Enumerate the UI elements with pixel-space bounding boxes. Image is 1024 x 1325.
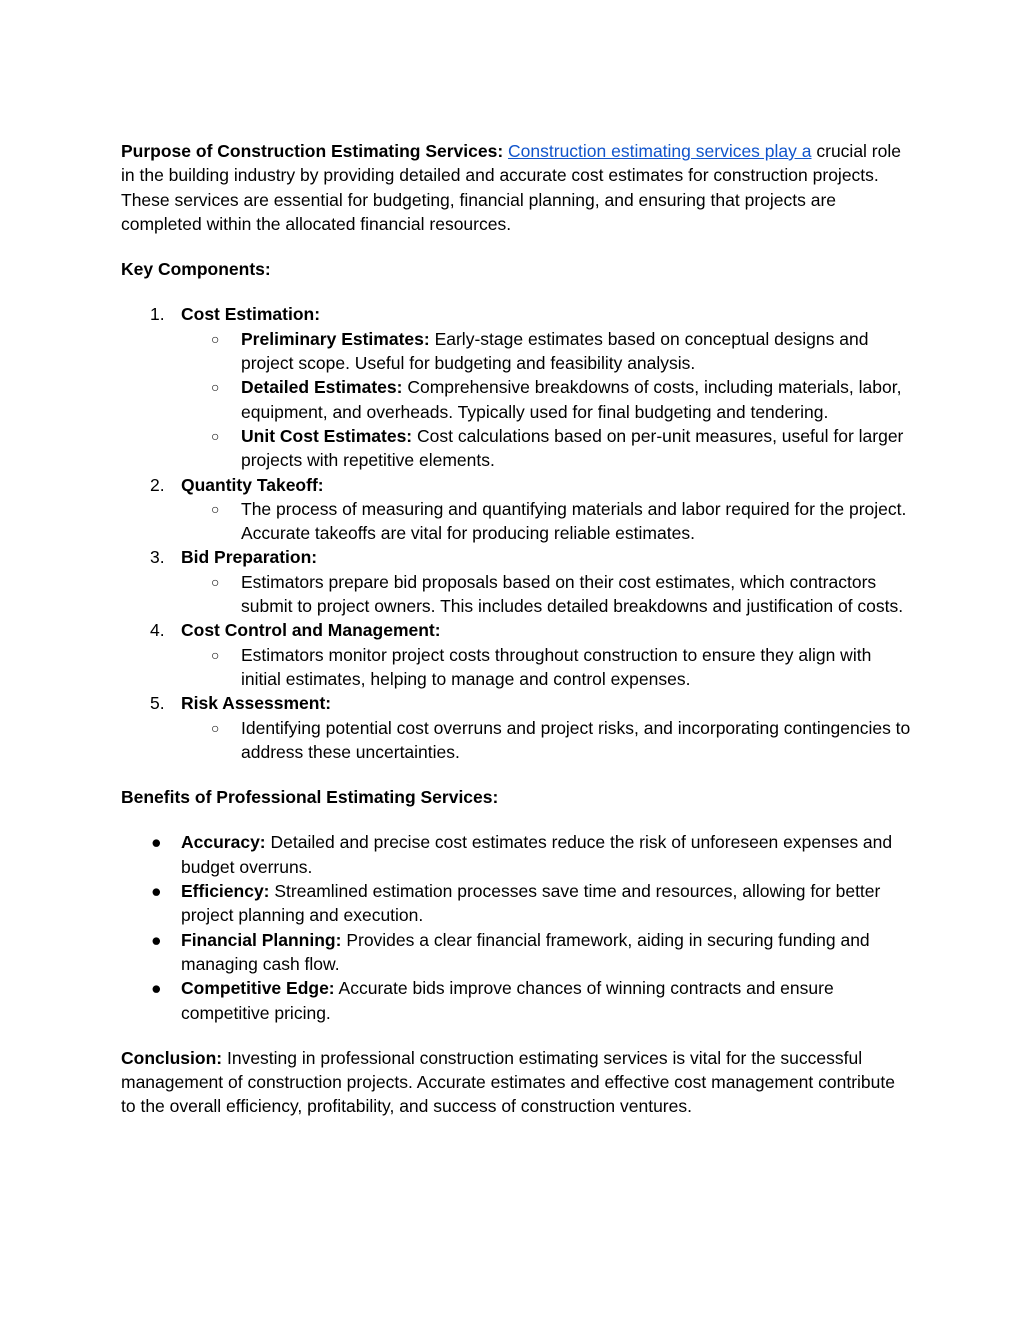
sub-list — [181, 643, 911, 692]
key-components-heading: Key Components: — [121, 259, 271, 280]
list-item — [121, 473, 911, 546]
list-item-title: Bid Preparation: — [181, 547, 318, 568]
conclusion-paragraph — [121, 1046, 911, 1119]
list-item-title: Cost Control and Management: — [181, 620, 441, 641]
sub-list — [181, 497, 911, 546]
sub-item-text: Estimators prepare bid proposals based on their cost estimates, which contractors submit to project owners. This includes detailed breakdowns and justification of costs. — [241, 571, 904, 617]
circle-bullet-icon: ○ — [211, 573, 220, 590]
purpose-label: Purpose of Construction Estimating Services: — [121, 141, 504, 161]
spacer — [121, 281, 911, 302]
benefit-text: Detailed and precise cost estimates reduce the risk of unforeseen expenses and budget overruns. — [181, 832, 893, 877]
conclusion-label: Conclusion: — [121, 1047, 223, 1068]
construction-estimating-link[interactable]: Construction estimating services play a — [508, 141, 812, 161]
sub-list — [181, 570, 911, 619]
list-item — [121, 618, 911, 691]
list-item — [121, 545, 911, 618]
list-item-title: Quantity Takeoff: — [181, 474, 324, 495]
sub-list-item — [181, 497, 911, 546]
purpose-paragraph — [121, 139, 911, 236]
benefit-label: Accuracy: — [181, 832, 266, 853]
sub-item-text: Estimators monitor project costs throughout construction to ensure they align with initial estimates, helping to manage and control expenses. — [241, 644, 872, 689]
sub-item-text: Cost calculations based on per-unit measures, useful for larger projects with repetitive elements. — [241, 425, 904, 471]
sub-item-label: Preliminary Estimates: — [241, 328, 430, 349]
sub-list — [181, 716, 911, 765]
document-page — [121, 139, 911, 1119]
list-item — [121, 976, 911, 1025]
sub-item-text: Comprehensive breakdowns of costs, including materials, labor, equipment, and overheads. Typically used for final budgeting and tendering. — [241, 377, 902, 422]
benefit-label: Financial Planning: — [181, 929, 342, 950]
circle-bullet-icon: ○ — [211, 500, 220, 517]
sub-list-item — [181, 375, 911, 424]
benefit-text: Streamlined estimation processes save time and resources, allowing for better project planning and execution. — [181, 881, 881, 926]
list-number: 5. — [150, 693, 165, 714]
list-item-title: Cost Estimation: — [181, 304, 321, 325]
sub-item-text: The process of measuring and quantifying materials and labor required for the project. Accurate takeoffs are vital for producing reliable estimates. — [241, 498, 907, 544]
list-item — [121, 928, 911, 977]
spacer — [121, 1025, 911, 1046]
key-components-list — [121, 302, 911, 764]
sub-list-item — [181, 570, 911, 619]
list-number: 4. — [150, 620, 165, 641]
benefit-text: Provides a clear financial framework, aiding in securing funding and managing cash flow. — [181, 929, 870, 974]
spacer — [121, 236, 911, 257]
list-number: 3. — [150, 547, 165, 568]
sub-list-item — [181, 327, 911, 376]
purpose-text: crucial role in the building industry by providing detailed and accurate cost estimates for construction projects. These services are essential for budgeting, financial planning, and ensuring that projects are completed within the allocated financial resources. — [121, 141, 901, 234]
benefit-text: Accurate bids improve chances of winning contracts and ensure competitive pricing. — [181, 978, 834, 1023]
bullet-icon: ● — [151, 832, 162, 853]
list-item — [121, 879, 911, 928]
benefit-label: Competitive Edge: — [181, 978, 335, 999]
benefit-label: Efficiency: — [181, 881, 270, 902]
sub-list — [181, 327, 911, 473]
circle-bullet-icon: ○ — [211, 646, 220, 663]
sub-list-item — [181, 643, 911, 692]
sub-list-item — [181, 716, 911, 765]
list-item-title: Risk Assessment: — [181, 693, 332, 714]
circle-bullet-icon: ○ — [211, 719, 220, 736]
bullet-icon: ● — [151, 929, 162, 950]
benefits-list — [121, 830, 911, 1024]
sub-list-item — [181, 424, 911, 473]
sub-item-text: Early-stage estimates based on conceptual designs and project scope. Useful for budgeting and feasibility analysis. — [241, 328, 869, 374]
sub-item-text: Identifying potential cost overruns and project risks, and incorporating contingencies to address these uncertainties. — [241, 717, 911, 762]
bullet-icon: ● — [151, 881, 162, 902]
sub-item-label: Unit Cost Estimates: — [241, 425, 413, 446]
spacer — [121, 764, 911, 785]
list-number: 1. — [150, 304, 165, 325]
circle-bullet-icon: ○ — [211, 330, 220, 347]
circle-bullet-icon: ○ — [211, 379, 220, 396]
benefits-heading: Benefits of Professional Estimating Services: — [121, 787, 499, 808]
conclusion-text: Investing in professional construction estimating services is vital for the successful management of construction projects. Accurate estimates and effective cost management contribute to the overall efficiency, profitability, and success of construction ventures. — [121, 1047, 895, 1117]
bullet-icon: ● — [151, 978, 162, 999]
list-item — [121, 691, 911, 764]
sub-item-label: Detailed Estimates: — [241, 377, 403, 398]
list-item — [121, 830, 911, 879]
list-item — [121, 302, 911, 472]
spacer — [121, 809, 911, 830]
list-number: 2. — [150, 474, 165, 495]
circle-bullet-icon: ○ — [211, 427, 220, 444]
